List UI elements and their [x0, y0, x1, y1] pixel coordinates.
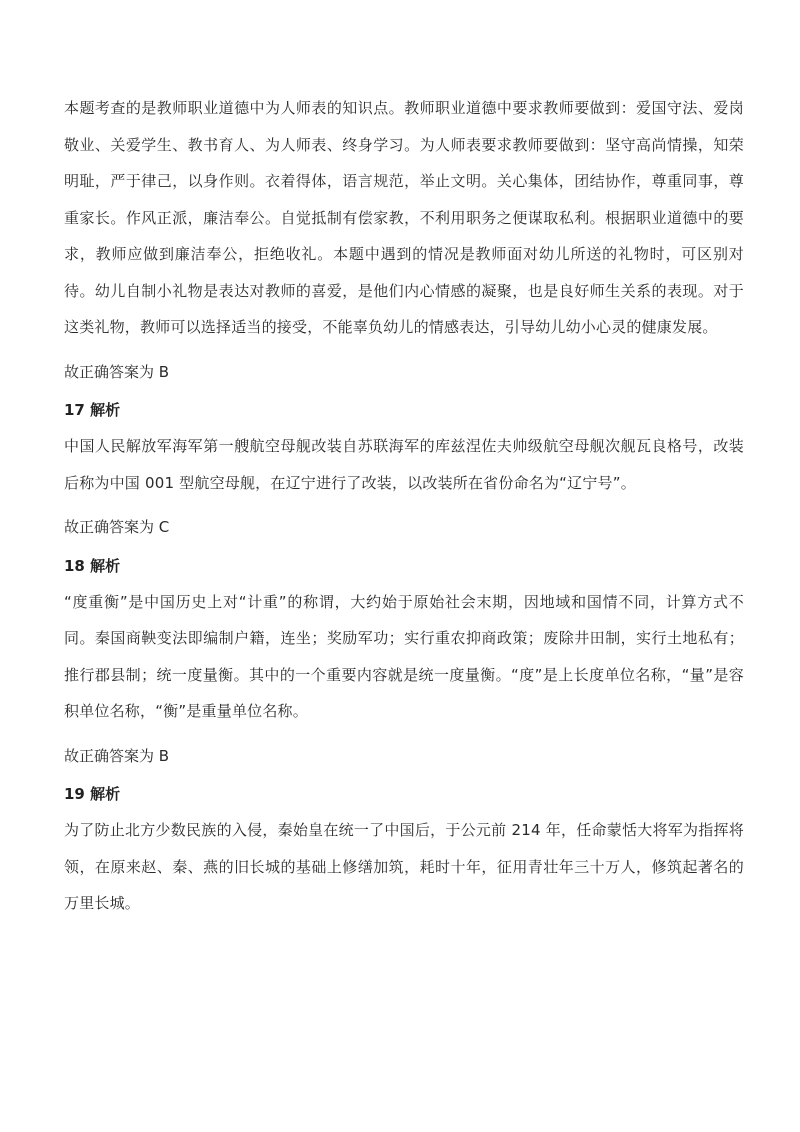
intro-answer: 故正确答案为 B: [64, 362, 170, 381]
q18-answer: 故正确答案为 B: [64, 746, 170, 765]
q17-paragraph: 中国人民解放军海军第一艘航空母舰改装自苏联海军的库兹涅佐夫帅级航空母舰次舰瓦良格号，改装后称为中国 001 型航空母舰，在辽宁进行了改装，以改装所在省份命名为“辽宁号”。: [64, 437, 744, 492]
q18-paragraph: “度重衡”是中国历史上对“计重”的称谓，大约始于原始社会末期，因地域和国情不同，计算方式不同。秦国商鞅变法即编制户籍，连坐；奖励军功；实行重农抑商政策；废除井田制，实行土地私有；推行郡县制；统一度量衡。其中的一个重要内容就是统一度量衡。“度”是上长度单位名称，“量”是容积单位名称，“衡”是重量单位名称。: [64, 592, 744, 720]
q18-section: [64, 554, 744, 775]
document-page: [64, 90, 744, 922]
q19-paragraph: 为了防止北方少数民族的入侵，秦始皇在统一了中国后，于公元前 214 年，任命蒙恬大将军为指挥将领，在原来赵、秦、燕的旧长城的基础上修缮加筑，耗时十年，征用青壮年三十万人，修筑起著名的万里长城。: [64, 821, 744, 912]
intro-section: [64, 90, 744, 390]
intro-paragraph: 本题考查的是教师职业道德中为人师表的知识点。教师职业道德中要求教师要做到：爱国守法、爱岗敬业、关爱学生、教书育人、为人师表、终身学习。为人师表要求教师要做到：坚守高尚情操，知荣明耻，严于律己，以身作则。衣着得体，语言规范，举止文明。关心集体，团结协作，尊重同事，尊重家长。作风正派，廉洁奉公。自觉抵制有偿家教，不利用职务之便谋取私利。根据职业道德中的要求，教师应做到廉洁奉公，拒绝收礼。本题中遇到的情况是教师面对幼儿所送的礼物时，可区别对待。幼儿自制小礼物是表达对教师的喜爱，是他们内心情感的凝聚，也是良好师生关系的表现。对于这类礼物，教师可以选择适当的接受，不能辜负幼儿的情感表达，引导幼儿幼小心灵的健康发展。: [64, 99, 744, 336]
q19-heading: 19 解析: [64, 785, 121, 803]
q17-section: [64, 398, 744, 546]
q19-section: [64, 782, 744, 922]
q18-heading: 18 解析: [64, 556, 121, 575]
q17-heading: 17 解析: [64, 401, 121, 419]
q17-answer: 故正确答案为 C: [64, 518, 170, 536]
